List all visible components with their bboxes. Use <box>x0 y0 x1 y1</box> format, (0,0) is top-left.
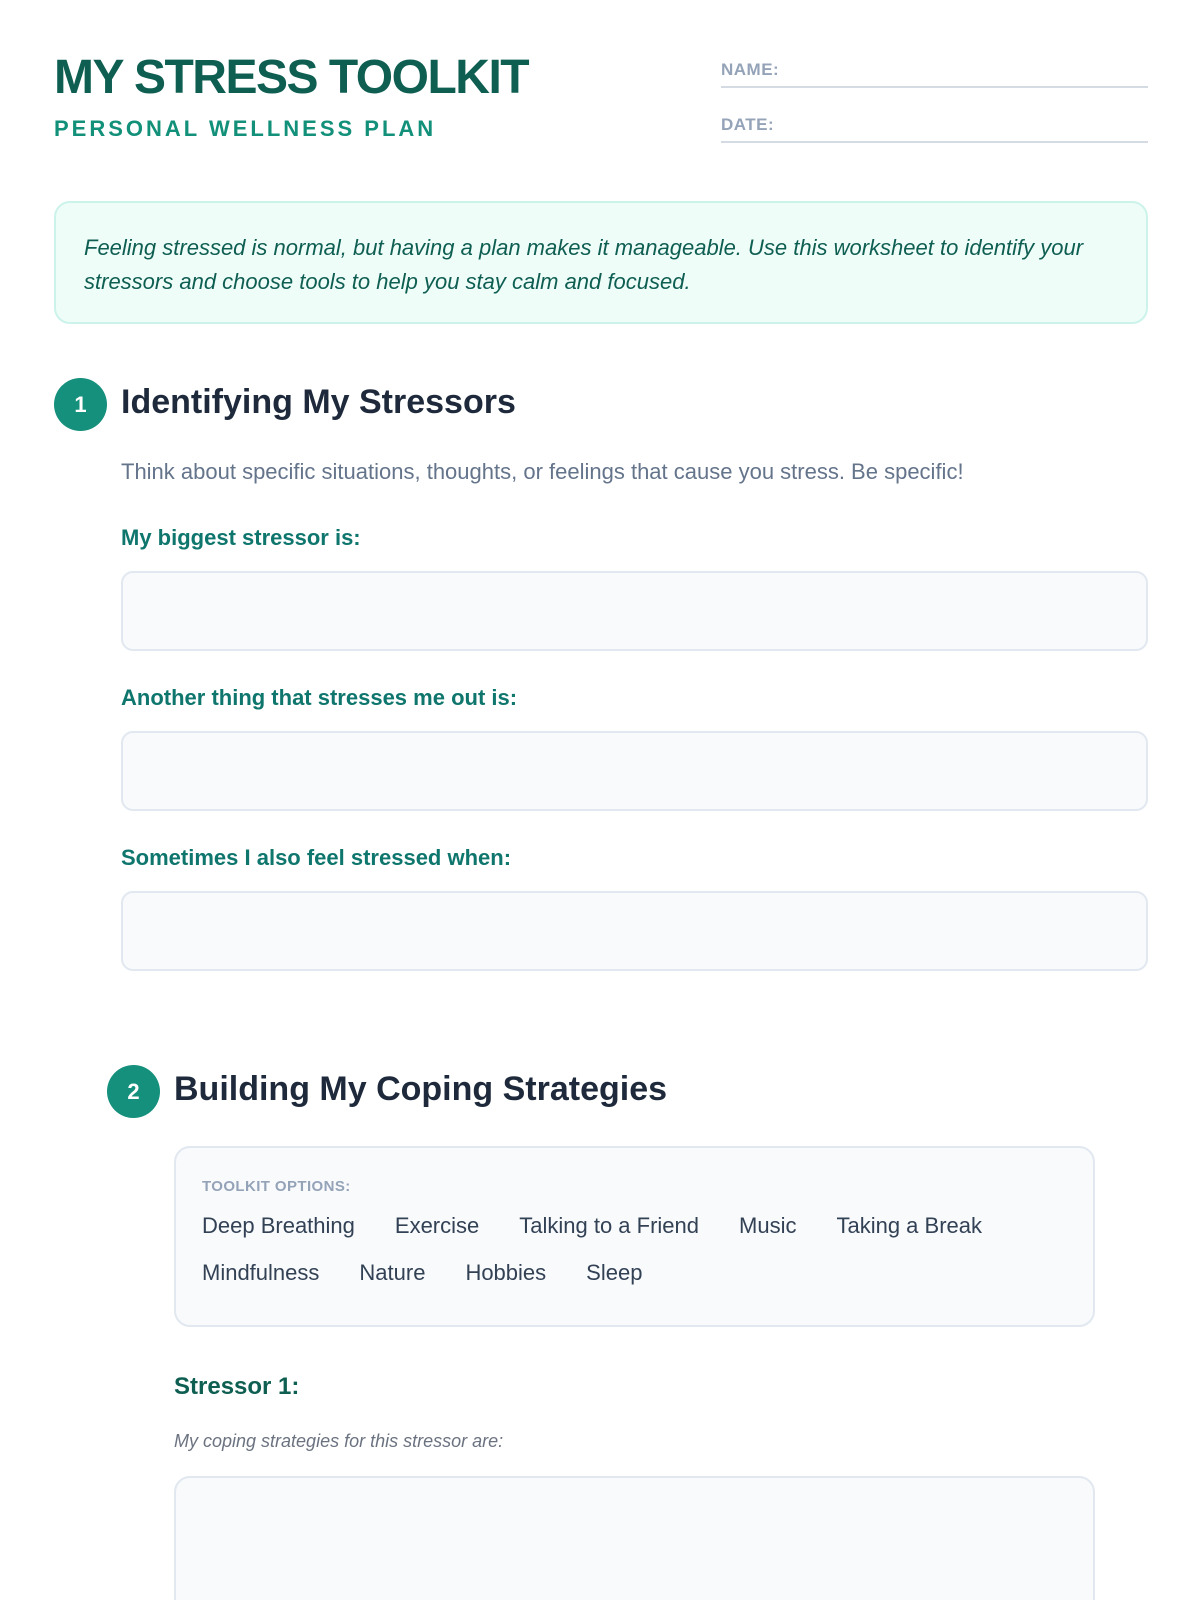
toolkit-option: Exercise <box>394 1213 480 1238</box>
intro-box <box>54 201 1148 324</box>
intro-text: Feeling stressed is normal, but having a plan makes it manageable. Use this worksheet to identify your stressors and choose tools to help you stay calm and focused. <box>84 235 1084 294</box>
section-1-description: Think about specific situations, thoughts, or feelings that cause you stress. Be specific! <box>121 459 964 484</box>
toolkit-option: Music <box>739 1213 797 1238</box>
page-title: MY STRESS TOOLKIT <box>54 51 529 104</box>
toolkit-option: Talking to a Friend <box>519 1213 700 1238</box>
page-subtitle: PERSONAL WELLNESS PLAN <box>54 116 437 141</box>
toolkit-option: Sleep <box>586 1260 643 1285</box>
section-2-number-badge: 2 <box>107 1065 160 1118</box>
section-1-title: Identifying My Stressors <box>121 383 516 421</box>
toolkit-options-box <box>174 1146 1095 1327</box>
stressor-1-title: Stressor 1: <box>174 1373 300 1400</box>
question-3-answer-field[interactable] <box>121 891 1148 971</box>
section-1-number-badge: 1 <box>54 378 107 431</box>
question-2-label: Another thing that stresses me out is: <box>121 685 518 710</box>
toolkit-options-list <box>202 1209 1062 1289</box>
date-field[interactable] <box>721 109 1148 143</box>
name-field[interactable] <box>721 54 1148 88</box>
section-2-title: Building My Coping Strategies <box>174 1070 668 1108</box>
toolkit-option: Deep Breathing <box>202 1213 355 1238</box>
date-label: DATE: <box>721 115 775 134</box>
name-label: NAME: <box>721 60 780 79</box>
stressor-1-strategies-field[interactable] <box>174 1476 1095 1600</box>
question-1-answer-field[interactable] <box>121 571 1148 651</box>
toolkit-option: Mindfulness <box>202 1260 320 1285</box>
toolkit-option: Taking a Break <box>836 1213 982 1238</box>
question-3-label: Sometimes I also feel stressed when: <box>121 845 512 870</box>
stressor-1-prompt: My coping strategies for this stressor are: <box>174 1431 504 1451</box>
question-2-answer-field[interactable] <box>121 731 1148 811</box>
toolkit-options-label: TOOLKIT OPTIONS: <box>202 1178 351 1195</box>
toolkit-option: Hobbies <box>465 1260 547 1285</box>
toolkit-option: Nature <box>359 1260 426 1285</box>
question-1-label: My biggest stressor is: <box>121 525 361 550</box>
